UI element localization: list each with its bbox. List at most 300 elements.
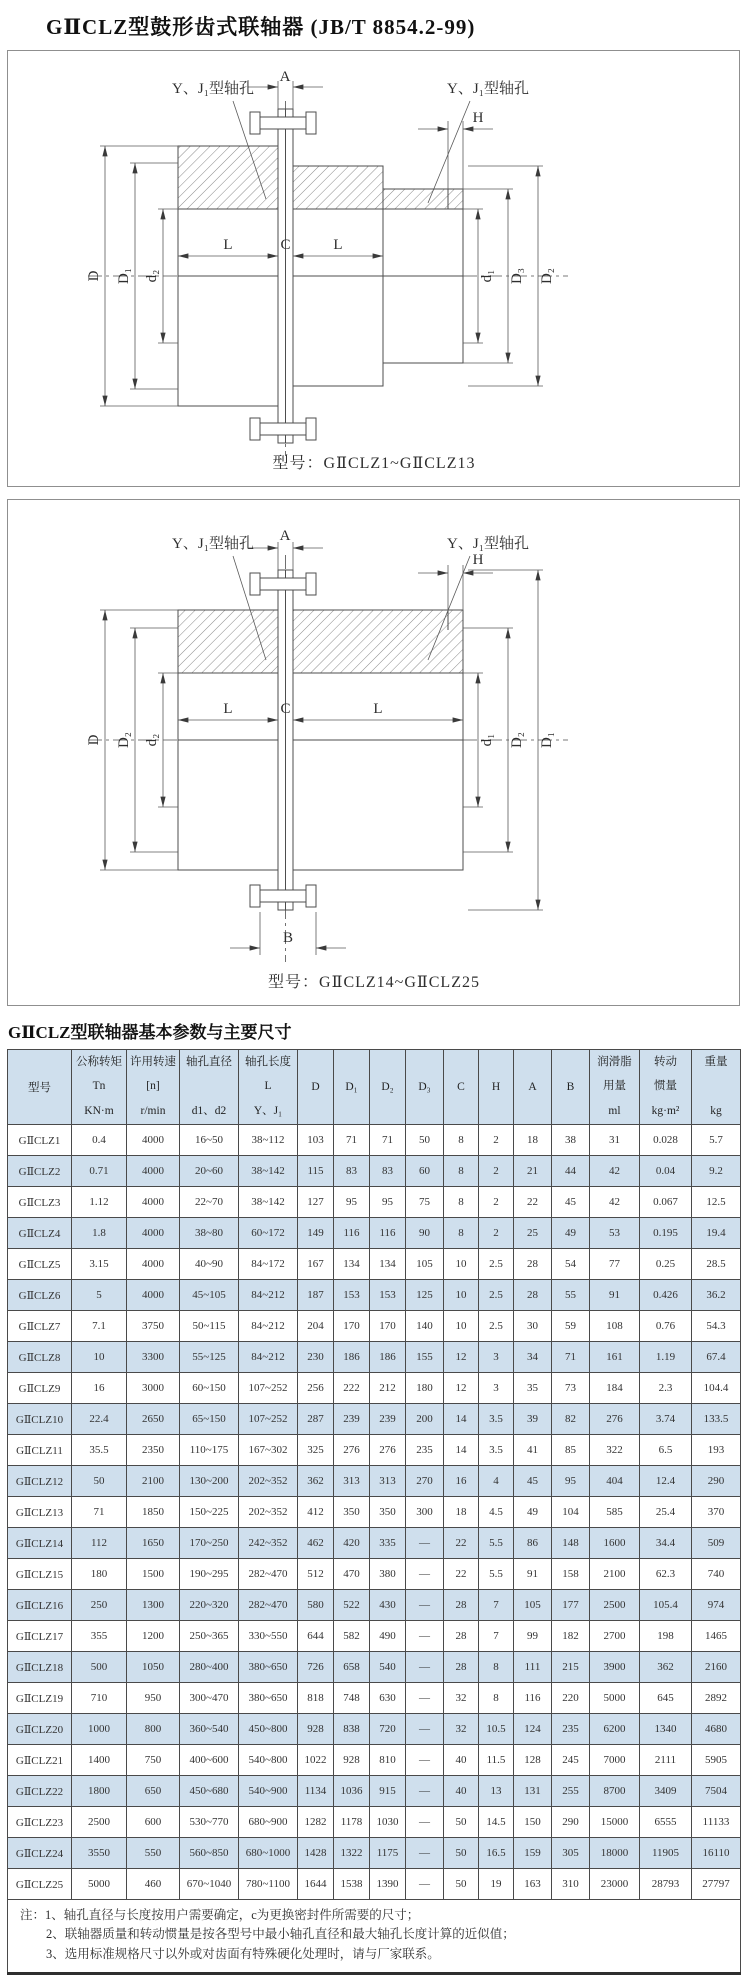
value-cell: 1134: [298, 1776, 334, 1807]
value-cell: 800: [127, 1714, 180, 1745]
value-cell: 11905: [640, 1838, 692, 1869]
value-cell: 1175: [370, 1838, 406, 1869]
col-speed-line1: 许用转速: [130, 1056, 176, 1068]
value-cell: 0.71: [72, 1156, 127, 1187]
col-speed-line3: r/min: [140, 1104, 166, 1117]
value-cell: 10: [444, 1311, 479, 1342]
bore-type-label-left: Y、J₁型轴孔: [172, 536, 254, 552]
value-cell: 4.5: [479, 1497, 514, 1528]
value-cell: 128: [514, 1745, 552, 1776]
model-cell: GⅡCLZ6: [8, 1280, 72, 1311]
value-cell: 522: [334, 1590, 370, 1621]
value-cell: 19: [479, 1869, 514, 1900]
value-cell: 116: [334, 1218, 370, 1249]
value-cell: 3: [479, 1373, 514, 1404]
dim-label-d: D: [86, 734, 102, 746]
dim-label-d: D: [86, 270, 102, 282]
value-cell: 500: [72, 1652, 127, 1683]
dim-label-d3: D₃: [509, 267, 525, 285]
value-cell: 2350: [127, 1435, 180, 1466]
table-row: [8, 1776, 741, 1807]
value-cell: 235: [552, 1714, 590, 1745]
value-cell: 40~90: [180, 1249, 239, 1280]
value-cell: 16.5: [479, 1838, 514, 1869]
coupling-drawing-1: [8, 51, 739, 481]
table-row: [8, 1373, 741, 1404]
value-cell: 71: [552, 1342, 590, 1373]
value-cell: 915: [370, 1776, 406, 1807]
value-cell: 6200: [590, 1714, 640, 1745]
value-cell: 65~150: [180, 1404, 239, 1435]
col-inertia-line3: kg·m²: [651, 1104, 680, 1117]
value-cell: 2500: [590, 1590, 640, 1621]
value-cell: 38: [552, 1125, 590, 1156]
drawing-panel-2: [7, 499, 740, 1006]
value-cell: 198: [640, 1621, 692, 1652]
value-cell: 8: [444, 1125, 479, 1156]
value-cell: 0.426: [640, 1280, 692, 1311]
value-cell: 34.4: [640, 1528, 692, 1559]
col-bore-diameter-line1: 轴孔直径: [186, 1056, 232, 1068]
dim-label-d1-small: d₁: [479, 269, 495, 283]
value-cell: 450~680: [180, 1776, 239, 1807]
value-cell: 280~400: [180, 1652, 239, 1683]
bore-type-label-left: Y、J₁型轴孔: [172, 81, 254, 97]
value-cell: 4000: [127, 1249, 180, 1280]
value-cell: 12.4: [640, 1466, 692, 1497]
value-cell: 193: [692, 1435, 741, 1466]
col-grease-line3: ml: [608, 1104, 621, 1117]
value-cell: 239: [334, 1404, 370, 1435]
value-cell: 36.2: [692, 1280, 741, 1311]
value-cell: 3900: [590, 1652, 640, 1683]
flange-plate-left: [278, 570, 286, 910]
value-cell: 22: [514, 1187, 552, 1218]
value-cell: 134: [370, 1249, 406, 1280]
value-cell: 540: [370, 1652, 406, 1683]
value-cell: 2.5: [479, 1311, 514, 1342]
model-cell: GⅡCLZ25: [8, 1869, 72, 1900]
left-sleeve-section: [178, 610, 278, 673]
value-cell: 150~225: [180, 1497, 239, 1528]
value-cell: 1022: [298, 1745, 334, 1776]
value-cell: 71: [72, 1497, 127, 1528]
value-cell: 28: [444, 1621, 479, 1652]
value-cell: 748: [334, 1683, 370, 1714]
left-hub-outline: [178, 740, 278, 870]
value-cell: 726: [298, 1652, 334, 1683]
header-row: [8, 1050, 741, 1125]
value-cell: —: [406, 1559, 444, 1590]
value-cell: 11133: [692, 1807, 741, 1838]
col-model: [8, 1050, 72, 1125]
value-cell: 12: [444, 1373, 479, 1404]
dim-label-d2-right: D₂: [509, 731, 525, 749]
value-cell: 412: [298, 1497, 334, 1528]
value-cell: 239: [370, 1404, 406, 1435]
model-cell: GⅡCLZ12: [8, 1466, 72, 1497]
value-cell: 290: [692, 1466, 741, 1497]
value-cell: 645: [640, 1683, 692, 1714]
value-cell: 1390: [370, 1869, 406, 1900]
value-cell: 4: [479, 1466, 514, 1497]
value-cell: 28: [444, 1590, 479, 1621]
value-cell: 15000: [590, 1807, 640, 1838]
value-cell: 1538: [334, 1869, 370, 1900]
value-cell: 133.5: [692, 1404, 741, 1435]
parameters-table: [7, 1049, 741, 1975]
value-cell: 380: [370, 1559, 406, 1590]
value-cell: 838: [334, 1714, 370, 1745]
value-cell: 400~600: [180, 1745, 239, 1776]
value-cell: 8: [444, 1218, 479, 1249]
value-cell: 256: [298, 1373, 334, 1404]
value-cell: —: [406, 1714, 444, 1745]
value-cell: 3550: [72, 1838, 127, 1869]
value-cell: 1644: [298, 1869, 334, 1900]
value-cell: 28793: [640, 1869, 692, 1900]
value-cell: 84~172: [239, 1249, 298, 1280]
value-cell: 16: [444, 1466, 479, 1497]
value-cell: 44: [552, 1156, 590, 1187]
value-cell: 62.3: [640, 1559, 692, 1590]
value-cell: 780~1100: [239, 1869, 298, 1900]
value-cell: 38~112: [239, 1125, 298, 1156]
value-cell: 300~470: [180, 1683, 239, 1714]
col-torque: [72, 1050, 127, 1125]
value-cell: 1300: [127, 1590, 180, 1621]
dim-label-a: A: [279, 528, 291, 544]
col-weight-line3: kg: [710, 1104, 722, 1117]
col-dim-d2-label: D₂: [381, 1081, 394, 1093]
value-cell: 2100: [590, 1559, 640, 1590]
model-cell: GⅡCLZ9: [8, 1373, 72, 1404]
value-cell: 153: [334, 1280, 370, 1311]
value-cell: 530~770: [180, 1807, 239, 1838]
value-cell: 60~172: [239, 1218, 298, 1249]
value-cell: 1850: [127, 1497, 180, 1528]
value-cell: 84~212: [239, 1280, 298, 1311]
dim-label-d2-small: d₂: [144, 269, 160, 283]
value-cell: 380~650: [239, 1683, 298, 1714]
right-hub-outline: [383, 276, 463, 363]
value-cell: 560~850: [180, 1838, 239, 1869]
value-cell: 710: [72, 1683, 127, 1714]
value-cell: 1500: [127, 1559, 180, 1590]
value-cell: 362: [640, 1652, 692, 1683]
value-cell: 3.5: [479, 1404, 514, 1435]
value-cell: 5.5: [479, 1559, 514, 1590]
model-cell: GⅡCLZ16: [8, 1590, 72, 1621]
value-cell: 71: [334, 1125, 370, 1156]
value-cell: 125: [406, 1280, 444, 1311]
bore-type-label-right: Y、J₁型轴孔: [447, 81, 529, 97]
dim-label-l-left: L: [223, 237, 233, 253]
model-cell: GⅡCLZ2: [8, 1156, 72, 1187]
model-cell: GⅡCLZ8: [8, 1342, 72, 1373]
dim-label-l-right: L: [373, 701, 383, 717]
value-cell: 1.12: [72, 1187, 127, 1218]
value-cell: 7: [479, 1590, 514, 1621]
table-title: GⅡCLZ型联轴器基本参数与主要尺寸: [8, 1023, 292, 1042]
value-cell: 4000: [127, 1156, 180, 1187]
value-cell: 3.74: [640, 1404, 692, 1435]
value-cell: 107~252: [239, 1373, 298, 1404]
model-cell: GⅡCLZ1: [8, 1125, 72, 1156]
value-cell: 54: [552, 1249, 590, 1280]
value-cell: 1050: [127, 1652, 180, 1683]
table-row: [8, 1559, 741, 1590]
col-torque-line2: Tn: [92, 1080, 106, 1093]
value-cell: 7504: [692, 1776, 741, 1807]
value-cell: 95: [334, 1187, 370, 1218]
col-inertia-line2: 惯量: [654, 1080, 677, 1093]
left-hub-outline: [178, 276, 278, 406]
value-cell: 282~470: [239, 1559, 298, 1590]
value-cell: 14.5: [479, 1807, 514, 1838]
dim-label-d2-small: d₂: [144, 733, 160, 747]
value-cell: 1.19: [640, 1342, 692, 1373]
value-cell: 0.028: [640, 1125, 692, 1156]
value-cell: 73: [552, 1373, 590, 1404]
value-cell: 111: [514, 1652, 552, 1683]
value-cell: 3750: [127, 1311, 180, 1342]
value-cell: 38~142: [239, 1156, 298, 1187]
value-cell: 38~142: [239, 1187, 298, 1218]
bottom-bolt-nut-left: [250, 885, 260, 907]
value-cell: 680~900: [239, 1807, 298, 1838]
col-dim-d3: [406, 1050, 444, 1125]
value-cell: 650: [127, 1776, 180, 1807]
value-cell: 0.067: [640, 1187, 692, 1218]
value-cell: 420: [334, 1528, 370, 1559]
value-cell: 50~115: [180, 1311, 239, 1342]
value-cell: 585: [590, 1497, 640, 1528]
value-cell: 49: [552, 1218, 590, 1249]
value-cell: 182: [552, 1621, 590, 1652]
model-cell: GⅡCLZ21: [8, 1745, 72, 1776]
model-cell: GⅡCLZ14: [8, 1528, 72, 1559]
value-cell: 11.5: [479, 1745, 514, 1776]
value-cell: 27797: [692, 1869, 741, 1900]
notes-cell: [8, 1900, 741, 1974]
value-cell: —: [406, 1745, 444, 1776]
value-cell: 928: [334, 1745, 370, 1776]
col-model-label: 型号: [28, 1082, 51, 1094]
value-cell: 42: [590, 1187, 640, 1218]
value-cell: 540~800: [239, 1745, 298, 1776]
top-bolt: [260, 117, 306, 129]
value-cell: 95: [552, 1466, 590, 1497]
col-bore-length-line2: L: [264, 1080, 272, 1093]
value-cell: 42: [590, 1156, 640, 1187]
table-row: [8, 1497, 741, 1528]
value-cell: 7.1: [72, 1311, 127, 1342]
value-cell: 360~540: [180, 1714, 239, 1745]
value-cell: 55: [552, 1280, 590, 1311]
value-cell: 105.4: [640, 1590, 692, 1621]
value-cell: 105: [514, 1590, 552, 1621]
col-dim-c: [444, 1050, 479, 1125]
notes-row: [8, 1900, 741, 1974]
value-cell: 658: [334, 1652, 370, 1683]
value-cell: 159: [514, 1838, 552, 1869]
table-row: [8, 1187, 741, 1218]
value-cell: 186: [370, 1342, 406, 1373]
value-cell: 45: [552, 1187, 590, 1218]
table-row: [8, 1528, 741, 1559]
value-cell: 91: [590, 1280, 640, 1311]
value-cell: 170: [334, 1311, 370, 1342]
value-cell: 325: [298, 1435, 334, 1466]
value-cell: 167: [298, 1249, 334, 1280]
model-cell: GⅡCLZ22: [8, 1776, 72, 1807]
dim-label-b: B: [282, 930, 294, 946]
drawing2-caption: 型号：GⅡCLZ14~GⅡCLZ25: [268, 974, 480, 991]
dim-label-d1-small: d₁: [479, 733, 495, 747]
value-cell: 184: [590, 1373, 640, 1404]
value-cell: 2160: [692, 1652, 741, 1683]
value-cell: 1400: [72, 1745, 127, 1776]
value-cell: 12.5: [692, 1187, 741, 1218]
model-cell: GⅡCLZ7: [8, 1311, 72, 1342]
value-cell: 4000: [127, 1280, 180, 1311]
value-cell: 212: [370, 1373, 406, 1404]
value-cell: 116: [514, 1683, 552, 1714]
value-cell: 2111: [640, 1745, 692, 1776]
value-cell: 83: [370, 1156, 406, 1187]
value-cell: 149: [298, 1218, 334, 1249]
value-cell: 28.5: [692, 1249, 741, 1280]
value-cell: 83: [334, 1156, 370, 1187]
col-inertia: [640, 1050, 692, 1125]
value-cell: 818: [298, 1683, 334, 1714]
value-cell: 300: [406, 1497, 444, 1528]
value-cell: 112: [72, 1528, 127, 1559]
value-cell: 39: [514, 1404, 552, 1435]
value-cell: 2.3: [640, 1373, 692, 1404]
value-cell: 276: [590, 1404, 640, 1435]
value-cell: 6555: [640, 1807, 692, 1838]
value-cell: —: [406, 1683, 444, 1714]
col-inertia-line1: 转动: [654, 1056, 677, 1068]
value-cell: 202~352: [239, 1466, 298, 1497]
value-cell: 1600: [590, 1528, 640, 1559]
value-cell: 2.5: [479, 1280, 514, 1311]
value-cell: 16110: [692, 1838, 741, 1869]
value-cell: 404: [590, 1466, 640, 1497]
value-cell: —: [406, 1869, 444, 1900]
value-cell: 1428: [298, 1838, 334, 1869]
value-cell: 19.4: [692, 1218, 741, 1249]
value-cell: 250~365: [180, 1621, 239, 1652]
model-cell: GⅡCLZ10: [8, 1404, 72, 1435]
value-cell: 287: [298, 1404, 334, 1435]
col-bore-diameter: [180, 1050, 239, 1125]
value-cell: 313: [370, 1466, 406, 1497]
value-cell: 28: [514, 1280, 552, 1311]
table-row: [8, 1342, 741, 1373]
bottom-bolt-nut-left: [250, 418, 260, 440]
value-cell: 720: [370, 1714, 406, 1745]
value-cell: 14: [444, 1435, 479, 1466]
value-cell: 750: [127, 1745, 180, 1776]
value-cell: 8: [444, 1156, 479, 1187]
value-cell: 362: [298, 1466, 334, 1497]
value-cell: 153: [370, 1280, 406, 1311]
value-cell: 161: [590, 1342, 640, 1373]
value-cell: 2: [479, 1156, 514, 1187]
value-cell: 22.4: [72, 1404, 127, 1435]
value-cell: 115: [298, 1156, 334, 1187]
col-dim-h: [479, 1050, 514, 1125]
value-cell: 3409: [640, 1776, 692, 1807]
table-row: [8, 1156, 741, 1187]
value-cell: 105: [406, 1249, 444, 1280]
value-cell: 1200: [127, 1621, 180, 1652]
table-row: [8, 1745, 741, 1776]
value-cell: —: [406, 1652, 444, 1683]
value-cell: 470: [334, 1559, 370, 1590]
table-body: [8, 1125, 741, 1900]
value-cell: 55~125: [180, 1342, 239, 1373]
col-dim-d1: [334, 1050, 370, 1125]
value-cell: —: [406, 1807, 444, 1838]
value-cell: 9.2: [692, 1156, 741, 1187]
value-cell: 50: [406, 1125, 444, 1156]
value-cell: 0.04: [640, 1156, 692, 1187]
model-cell: GⅡCLZ4: [8, 1218, 72, 1249]
value-cell: 322: [590, 1435, 640, 1466]
col-speed-line2: [n]: [146, 1080, 160, 1093]
value-cell: 2: [479, 1218, 514, 1249]
value-cell: 75: [406, 1187, 444, 1218]
col-dim-d2: [370, 1050, 406, 1125]
dim-label-h: H: [472, 110, 484, 126]
value-cell: 187: [298, 1280, 334, 1311]
value-cell: 680~1000: [239, 1838, 298, 1869]
value-cell: 7: [479, 1621, 514, 1652]
dim-label-l-left: L: [223, 701, 233, 717]
value-cell: 8700: [590, 1776, 640, 1807]
col-dim-a-label: A: [528, 1081, 537, 1093]
col-grease-line1: 润滑脂: [597, 1056, 632, 1068]
value-cell: 16: [72, 1373, 127, 1404]
value-cell: 1030: [370, 1807, 406, 1838]
value-cell: 31: [590, 1125, 640, 1156]
value-cell: 3000: [127, 1373, 180, 1404]
value-cell: 3.15: [72, 1249, 127, 1280]
value-cell: 2650: [127, 1404, 180, 1435]
value-cell: 3: [479, 1342, 514, 1373]
value-cell: 305: [552, 1838, 590, 1869]
value-cell: 155: [406, 1342, 444, 1373]
value-cell: 85: [552, 1435, 590, 1466]
col-dim-b: [552, 1050, 590, 1125]
top-bolt-nut-left: [250, 112, 260, 134]
col-dim-b-label: B: [566, 1081, 575, 1093]
table-row: [8, 1404, 741, 1435]
value-cell: 35.5: [72, 1435, 127, 1466]
value-cell: 45~105: [180, 1280, 239, 1311]
value-cell: 49: [514, 1497, 552, 1528]
value-cell: 1036: [334, 1776, 370, 1807]
value-cell: 276: [334, 1435, 370, 1466]
value-cell: 10: [72, 1342, 127, 1373]
value-cell: 18: [514, 1125, 552, 1156]
right-sleeve-section: [293, 166, 383, 209]
value-cell: 350: [370, 1497, 406, 1528]
